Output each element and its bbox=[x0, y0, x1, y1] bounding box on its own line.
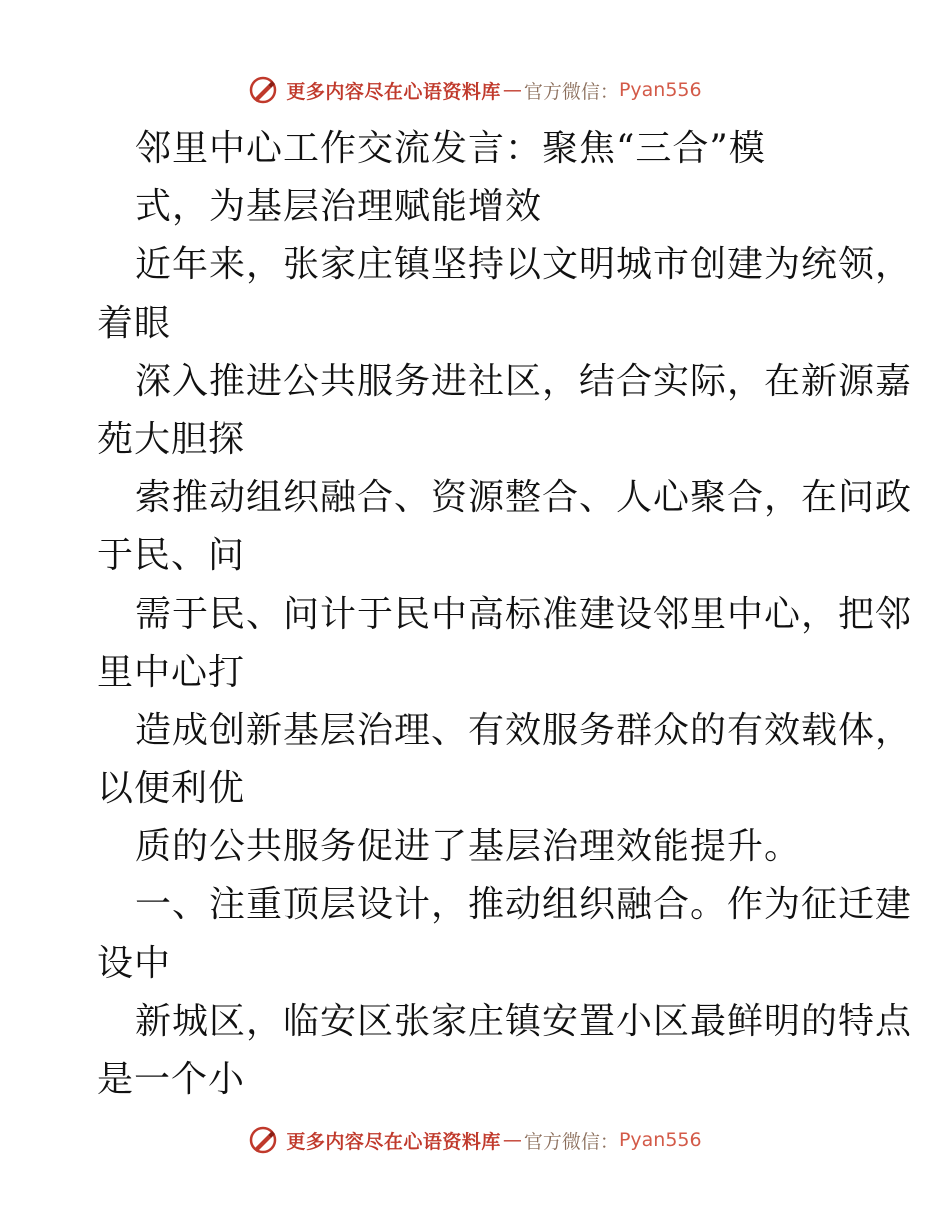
text-line: 近年来，张家庄镇坚持以文明城市创建为统领， bbox=[135, 244, 913, 286]
text-line: 着眼 bbox=[97, 302, 172, 344]
text-line: 质的公共服务促进了基层治理效能提升。 bbox=[135, 826, 802, 868]
text-line: 邻里中心工作交流发言：聚焦“三合”模 bbox=[135, 128, 766, 169]
text-line: 需于民、问计于民中高标准建设邻里中心，把邻 bbox=[135, 593, 913, 635]
watermark-label: 官方微信： bbox=[523, 1130, 619, 1153]
watermark-brand: 更多内容尽在心语资料库 bbox=[286, 1130, 501, 1153]
watermark-wechat-id: Pyan556 bbox=[618, 1129, 702, 1151]
text-line: 新城区，临安区张家庄镇安置小区最鲜明的特点 bbox=[135, 1000, 913, 1042]
text-line: 以便利优 bbox=[97, 768, 246, 810]
text-line: 一、注重顶层设计，推动组织融合。作为征迁建 bbox=[135, 884, 913, 926]
watermark-brand: 更多内容尽在心语资料库 bbox=[286, 80, 501, 103]
text-line: 深入推进公共服务进社区，结合实际，在新源嘉 bbox=[135, 360, 913, 402]
footer-watermark bbox=[0, 1120, 950, 1160]
text-line: 于民、问 bbox=[97, 535, 246, 577]
text-line: 造成创新基层治理、有效服务群众的有效载体， bbox=[135, 709, 913, 751]
text-line: 苑大胆探 bbox=[97, 418, 246, 460]
text-line: 索推动组织融合、资源整合、人心聚合，在问政 bbox=[135, 477, 913, 519]
pen-logo-icon bbox=[248, 1125, 278, 1155]
text-line: 是一个小 bbox=[97, 1059, 246, 1100]
watermark-wechat-id: Pyan556 bbox=[618, 79, 702, 101]
document-body bbox=[97, 120, 913, 1109]
text-line: 里中心打 bbox=[97, 651, 246, 693]
text-line: 式，为基层治理赋能增效 bbox=[135, 186, 543, 228]
pen-logo-icon bbox=[248, 75, 278, 105]
text-line: 设中 bbox=[97, 942, 172, 984]
watermark-dash: — bbox=[502, 79, 522, 101]
watermark-dash: — bbox=[502, 1129, 522, 1151]
header-watermark bbox=[0, 70, 950, 110]
watermark-label: 官方微信： bbox=[523, 80, 619, 103]
